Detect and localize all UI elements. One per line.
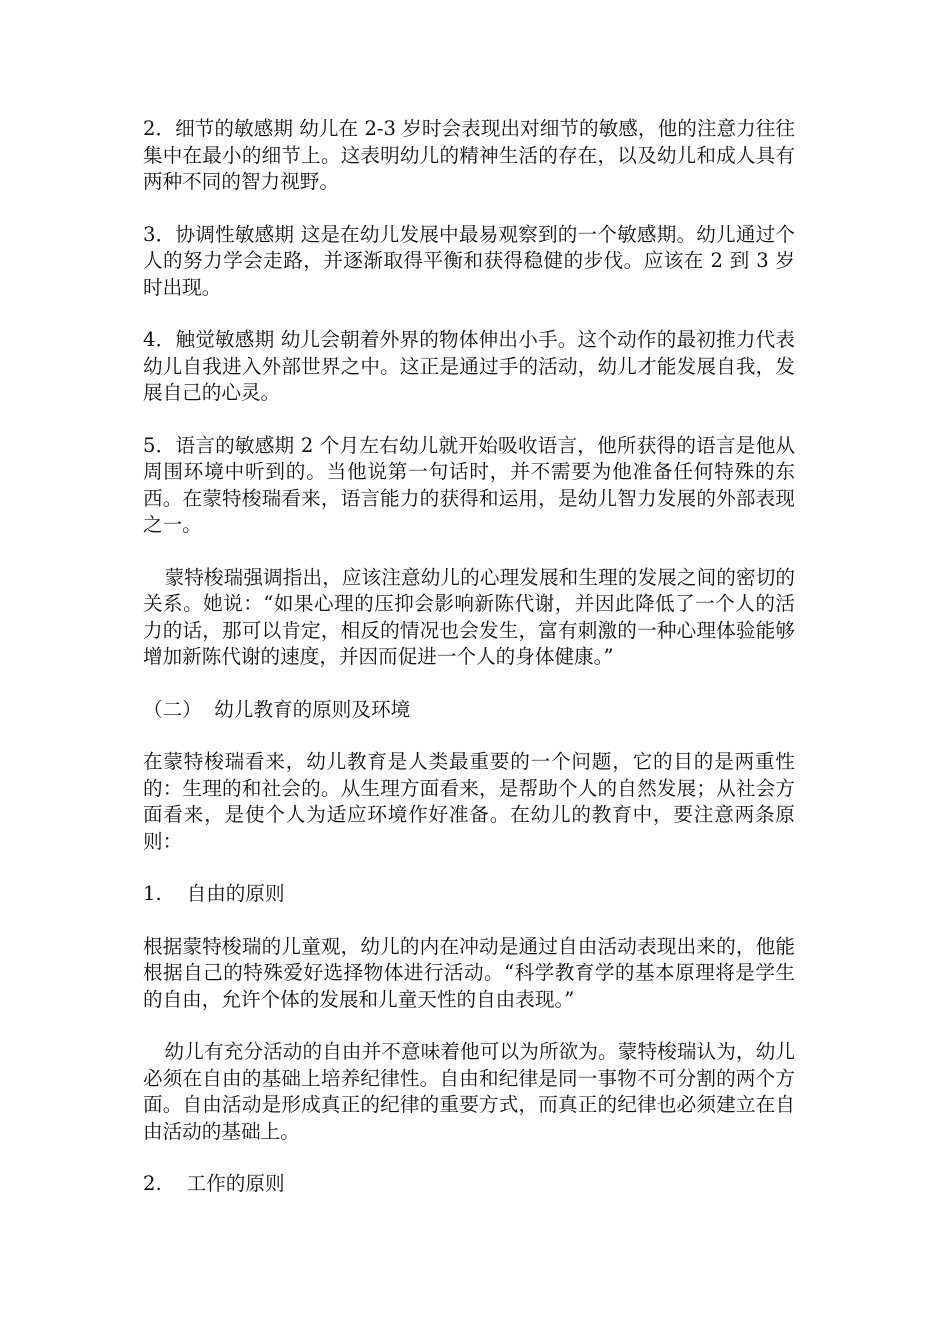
paragraph-detail-sensitive-period: 2．细节的敏感期 幼儿在 2-3 岁时会表现出对细节的敏感，他的注意力往往集中在最小的细节上。这表明幼儿的精神生活的存在，以及幼儿和成人具有两种不同的智力视野。 [143, 117, 795, 193]
paragraph-touch-sensitive-period: 4．触觉敏感期 幼儿会朝着外界的物体伸出小手。这个动作的最初推力代表幼儿自我进入外部世界之中。这正是通过手的活动，幼儿才能发展自我，发展自己的心灵。 [143, 328, 795, 404]
section-heading-principles-environment: （二） 幼儿教育的原则及环境 [143, 697, 411, 721]
principle-heading-work: 2. 工作的原则 [143, 1172, 285, 1195]
document-page [143, 116, 795, 1224]
paragraph-freedom-discipline: 幼儿有充分活动的自由并不意味着他可以为所欲为。蒙特梭瑞认为，幼儿必须在自由的基础上培养纪律性。自由和纪律是同一事物不可分割的两个方面。自由活动是形成真正的纪律的重要方式，而真正的纪律也必须建立在自由活动的基础上。 [143, 1040, 795, 1143]
principle-heading-freedom: 1. 自由的原则 [143, 882, 285, 905]
paragraph-education-purpose: 在蒙特梭瑞看来，幼儿教育是人类最重要的一个问题，它的目的是两重性的：生理的和社会的。从生理方面看来，是帮助个人的自然发展；从社会方面看来，是使个人为适应环境作好准备。在幼儿的教育中，要注意两条原则： [143, 750, 795, 853]
paragraph-freedom-principle: 根据蒙特梭瑞的儿童观，幼儿的内在冲动是通过自由活动表现出来的，他能根据自己的特殊爱好选择物体进行活动。“科学教育学的基本原理将是学生的自由，允许个体的发展和儿童天性的自由表现。” [143, 934, 795, 1011]
paragraph-language-sensitive-period: 5．语言的敏感期 2 个月左右幼儿就开始吸收语言，他所获得的语言是他从周围环境中听到的。当他说第一句话时，并不需要为他准备任何特殊的东西。在蒙特梭瑞看来，语言能力的获得和运用，是幼儿智力发展的外部表现之一。 [143, 433, 795, 536]
paragraph-coordination-sensitive-period: 3．协调性敏感期 这是在幼儿发展中最易观察到的一个敏感期。幼儿通过个人的努力学会走路，并逐渐取得平衡和获得稳健的步伐。应该在 2 到 3 岁时出现。 [143, 222, 795, 299]
paragraph-mind-body-relation: 蒙特梭瑞强调指出，应该注意幼儿的心理发展和生理的发展之间的密切的关系。她说：“如果心理的压抑会影响新陈代谢，并因此降低了一个人的活力的话，那可以肯定，相反的情况也会发生，富有刺激的一种心理体验能够增加新陈代谢的速度，并因而促进一个人的身体健康。” [143, 565, 795, 668]
